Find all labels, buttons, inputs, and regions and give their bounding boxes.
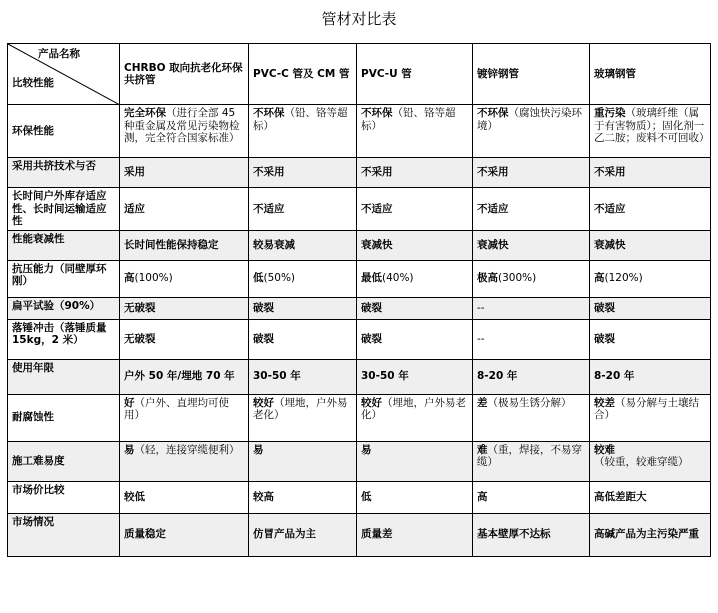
cell-note: （铅、铬等超标） bbox=[253, 107, 348, 132]
cell-value: 高 bbox=[477, 490, 488, 503]
column-header: CHRBO 取向抗老化环保共挤管 bbox=[120, 44, 249, 105]
cell-value: 高 bbox=[124, 272, 135, 285]
cell-value: 不采用 bbox=[477, 166, 509, 179]
cell-value: 易 bbox=[253, 443, 264, 456]
cell-value: 较好 bbox=[361, 396, 382, 409]
table-cell bbox=[357, 359, 473, 394]
table-cell bbox=[590, 188, 711, 231]
table-cell bbox=[249, 188, 357, 231]
table-cell bbox=[120, 188, 249, 231]
table-cell bbox=[120, 319, 249, 359]
cell-value: 差 bbox=[477, 396, 488, 409]
cell-value: 好 bbox=[124, 396, 135, 409]
table-cell bbox=[249, 230, 357, 260]
table-row bbox=[8, 188, 711, 231]
table-cell bbox=[590, 359, 711, 394]
cell-value: 长时间性能保持稳定 bbox=[124, 238, 219, 251]
table-row bbox=[8, 260, 711, 297]
cell-value: 30-50 年 bbox=[361, 370, 409, 383]
cell-note: (300%) bbox=[498, 272, 537, 285]
table-cell bbox=[249, 319, 357, 359]
cell-value: 破裂 bbox=[253, 301, 274, 314]
cell-value: 不适应 bbox=[477, 202, 509, 215]
table-cell bbox=[590, 394, 711, 441]
table-cell bbox=[357, 158, 473, 188]
cell-value: 极高 bbox=[477, 272, 498, 285]
cell-note: （极易生锈分解） bbox=[487, 396, 572, 409]
table-cell bbox=[249, 441, 357, 481]
row-label: 市场情况 bbox=[8, 513, 120, 556]
row-label: 采用共挤技术与否 bbox=[8, 158, 120, 188]
cell-note: （腐蚀快污染环境） bbox=[477, 107, 582, 132]
column-header: PVC-C 管及 CM 管 bbox=[249, 44, 357, 105]
header-row bbox=[8, 44, 711, 105]
table-cell bbox=[590, 441, 711, 481]
table-cell bbox=[590, 297, 711, 319]
cell-value: 难 bbox=[477, 443, 488, 456]
table-cell bbox=[249, 105, 357, 158]
cell-value: 高低差距大 bbox=[594, 490, 647, 503]
row-label: 市场价比较 bbox=[8, 481, 120, 513]
cell-value: 最低 bbox=[361, 272, 382, 285]
corner-header-cell bbox=[8, 44, 120, 105]
cell-value: 不适应 bbox=[253, 202, 285, 215]
table-cell bbox=[590, 158, 711, 188]
table-cell bbox=[357, 319, 473, 359]
cell-note: (50%) bbox=[263, 272, 296, 285]
cell-note: （易分解与土壤结合） bbox=[594, 396, 699, 421]
table-cell bbox=[357, 230, 473, 260]
corner-performance-label: 比较性能 bbox=[12, 77, 54, 89]
cell-value: 较好 bbox=[253, 396, 274, 409]
cell-value: 30-50 年 bbox=[253, 370, 301, 383]
table-cell bbox=[249, 158, 357, 188]
cell-note: （玻璃纤维（属于有害物质）；固化剂一乙二胺；废料不可回收） bbox=[594, 107, 710, 144]
comparison-table bbox=[7, 43, 711, 557]
cell-note: (120%) bbox=[604, 272, 643, 285]
row-label: 性能衰减性 bbox=[8, 230, 120, 260]
table-cell bbox=[590, 319, 711, 359]
table-cell bbox=[249, 297, 357, 319]
cell-value: 适应 bbox=[124, 202, 145, 215]
table-cell bbox=[473, 188, 590, 231]
table-row bbox=[8, 359, 711, 394]
table-cell bbox=[120, 260, 249, 297]
cell-value: 较差 bbox=[594, 396, 615, 409]
cell-value: 不适应 bbox=[594, 202, 626, 215]
table-cell bbox=[590, 513, 711, 556]
cell-note: (100%) bbox=[134, 272, 173, 285]
cell-note: （轻，连接穿缆便利） bbox=[134, 443, 240, 456]
table-cell bbox=[120, 481, 249, 513]
table-cell bbox=[120, 230, 249, 260]
table-cell bbox=[249, 359, 357, 394]
cell-value: 8-20 年 bbox=[477, 370, 518, 383]
cell-value: 较高 bbox=[253, 490, 274, 503]
table-cell bbox=[473, 319, 590, 359]
table-row bbox=[8, 513, 711, 556]
table-cell bbox=[473, 297, 590, 319]
table-cell bbox=[473, 441, 590, 481]
cell-note: -- bbox=[477, 301, 485, 314]
table-row bbox=[8, 394, 711, 441]
column-header: 镀锌钢管 bbox=[473, 44, 590, 105]
table-cell bbox=[120, 513, 249, 556]
table-cell bbox=[473, 158, 590, 188]
cell-value: 低 bbox=[253, 272, 264, 285]
table-row bbox=[8, 319, 711, 359]
column-header: 玻璃钢管 bbox=[590, 44, 711, 105]
cell-value: 衰减快 bbox=[594, 238, 626, 251]
cell-note: （铅、铬等超标） bbox=[361, 107, 456, 132]
cell-value: 不环保 bbox=[253, 107, 285, 119]
column-header: PVC-U 管 bbox=[357, 44, 473, 105]
cell-value: 较易衰减 bbox=[253, 238, 295, 251]
table-cell bbox=[590, 260, 711, 297]
table-cell bbox=[357, 105, 473, 158]
cell-value: 不采用 bbox=[253, 166, 285, 179]
table-cell bbox=[249, 481, 357, 513]
cell-value: 质量差 bbox=[361, 528, 393, 541]
cell-value: 破裂 bbox=[594, 332, 615, 345]
cell-note: （较重，较难穿缆） bbox=[594, 456, 689, 468]
cell-value: 采用 bbox=[124, 166, 145, 179]
table-cell bbox=[590, 105, 711, 158]
cell-value: 不适应 bbox=[361, 202, 393, 215]
cell-value: 不采用 bbox=[361, 166, 393, 179]
table-cell bbox=[473, 230, 590, 260]
table-cell bbox=[357, 441, 473, 481]
cell-value: 衰减快 bbox=[361, 238, 393, 251]
table-cell bbox=[473, 359, 590, 394]
cell-note: （埋地，户外易老化） bbox=[361, 396, 466, 421]
row-label: 施工难易度 bbox=[8, 441, 120, 481]
cell-value: 8-20 年 bbox=[594, 370, 635, 383]
cell-value: 破裂 bbox=[594, 301, 615, 314]
cell-note: -- bbox=[477, 332, 485, 345]
cell-value: 重污染 bbox=[594, 107, 626, 119]
cell-value: 高碱产品为主污染严重 bbox=[594, 528, 699, 541]
row-label: 耐腐蚀性 bbox=[8, 394, 120, 441]
table-cell bbox=[357, 394, 473, 441]
table-row bbox=[8, 158, 711, 188]
table-cell bbox=[357, 188, 473, 231]
row-label: 环保性能 bbox=[8, 105, 120, 158]
cell-value: 仿冒产品为主 bbox=[253, 528, 316, 541]
table-cell bbox=[473, 260, 590, 297]
row-label: 落锤冲击（落锤质量 15kg，2 米） bbox=[8, 319, 120, 359]
cell-value: 不环保 bbox=[361, 107, 393, 119]
table-cell bbox=[473, 105, 590, 158]
cell-note: （埋地，户外易老化） bbox=[253, 396, 348, 421]
table-cell bbox=[590, 481, 711, 513]
row-label: 长时间户外库存适应性、长时间运输适应性 bbox=[8, 188, 120, 231]
cell-value: 破裂 bbox=[361, 301, 382, 314]
cell-value: 户外 50 年/埋地 70 年 bbox=[124, 370, 235, 383]
cell-value: 破裂 bbox=[253, 332, 274, 345]
cell-note: (40%) bbox=[382, 272, 414, 285]
cell-value: 不采用 bbox=[594, 166, 626, 179]
table-cell bbox=[249, 394, 357, 441]
cell-value: 较低 bbox=[124, 490, 145, 503]
table-cell bbox=[120, 105, 249, 158]
table-cell bbox=[473, 513, 590, 556]
table-cell bbox=[473, 394, 590, 441]
cell-value: 破裂 bbox=[361, 332, 382, 345]
row-label: 抗压能力（同壁厚环刚） bbox=[8, 260, 120, 297]
table-cell bbox=[590, 230, 711, 260]
table-cell bbox=[120, 158, 249, 188]
cell-value: 质量稳定 bbox=[124, 528, 166, 541]
table-cell bbox=[120, 394, 249, 441]
table-row bbox=[8, 297, 711, 319]
table-cell bbox=[120, 441, 249, 481]
table-cell bbox=[249, 513, 357, 556]
table-cell bbox=[120, 359, 249, 394]
table-cell bbox=[357, 481, 473, 513]
table-row bbox=[8, 105, 711, 158]
table-cell bbox=[120, 297, 249, 319]
table-cell bbox=[249, 260, 357, 297]
table-row bbox=[8, 481, 711, 513]
table-cell bbox=[473, 481, 590, 513]
cell-value: 完全环保 bbox=[124, 107, 166, 119]
cell-note: （户外、直埋均可使用） bbox=[124, 396, 229, 421]
cell-value: 低 bbox=[361, 490, 372, 503]
cell-value: 高 bbox=[594, 272, 605, 285]
table-cell bbox=[357, 260, 473, 297]
cell-value: 无破裂 bbox=[124, 332, 156, 345]
row-label: 使用年限 bbox=[8, 359, 120, 394]
cell-note: （进行全部 45 种重金属及常见污染物检测，完全符合国家标准） bbox=[124, 107, 240, 144]
cell-value: 较难 bbox=[594, 443, 615, 456]
cell-value: 无破裂 bbox=[124, 301, 156, 314]
cell-value: 不环保 bbox=[477, 107, 509, 119]
cell-value: 基本壁厚不达标 bbox=[477, 528, 551, 541]
page-title: 管材对比表 bbox=[321, 10, 397, 28]
table-row bbox=[8, 230, 711, 260]
table-cell bbox=[357, 513, 473, 556]
row-label: 扁平试验（90%） bbox=[8, 297, 120, 319]
cell-note: （重，焊接，不易穿缆） bbox=[477, 443, 582, 468]
cell-value: 易 bbox=[124, 443, 135, 456]
table-cell bbox=[357, 297, 473, 319]
cell-value: 衰减快 bbox=[477, 238, 509, 251]
cell-value: 易 bbox=[361, 443, 372, 456]
table-row bbox=[8, 441, 711, 481]
corner-product-label: 产品名称 bbox=[38, 48, 80, 60]
